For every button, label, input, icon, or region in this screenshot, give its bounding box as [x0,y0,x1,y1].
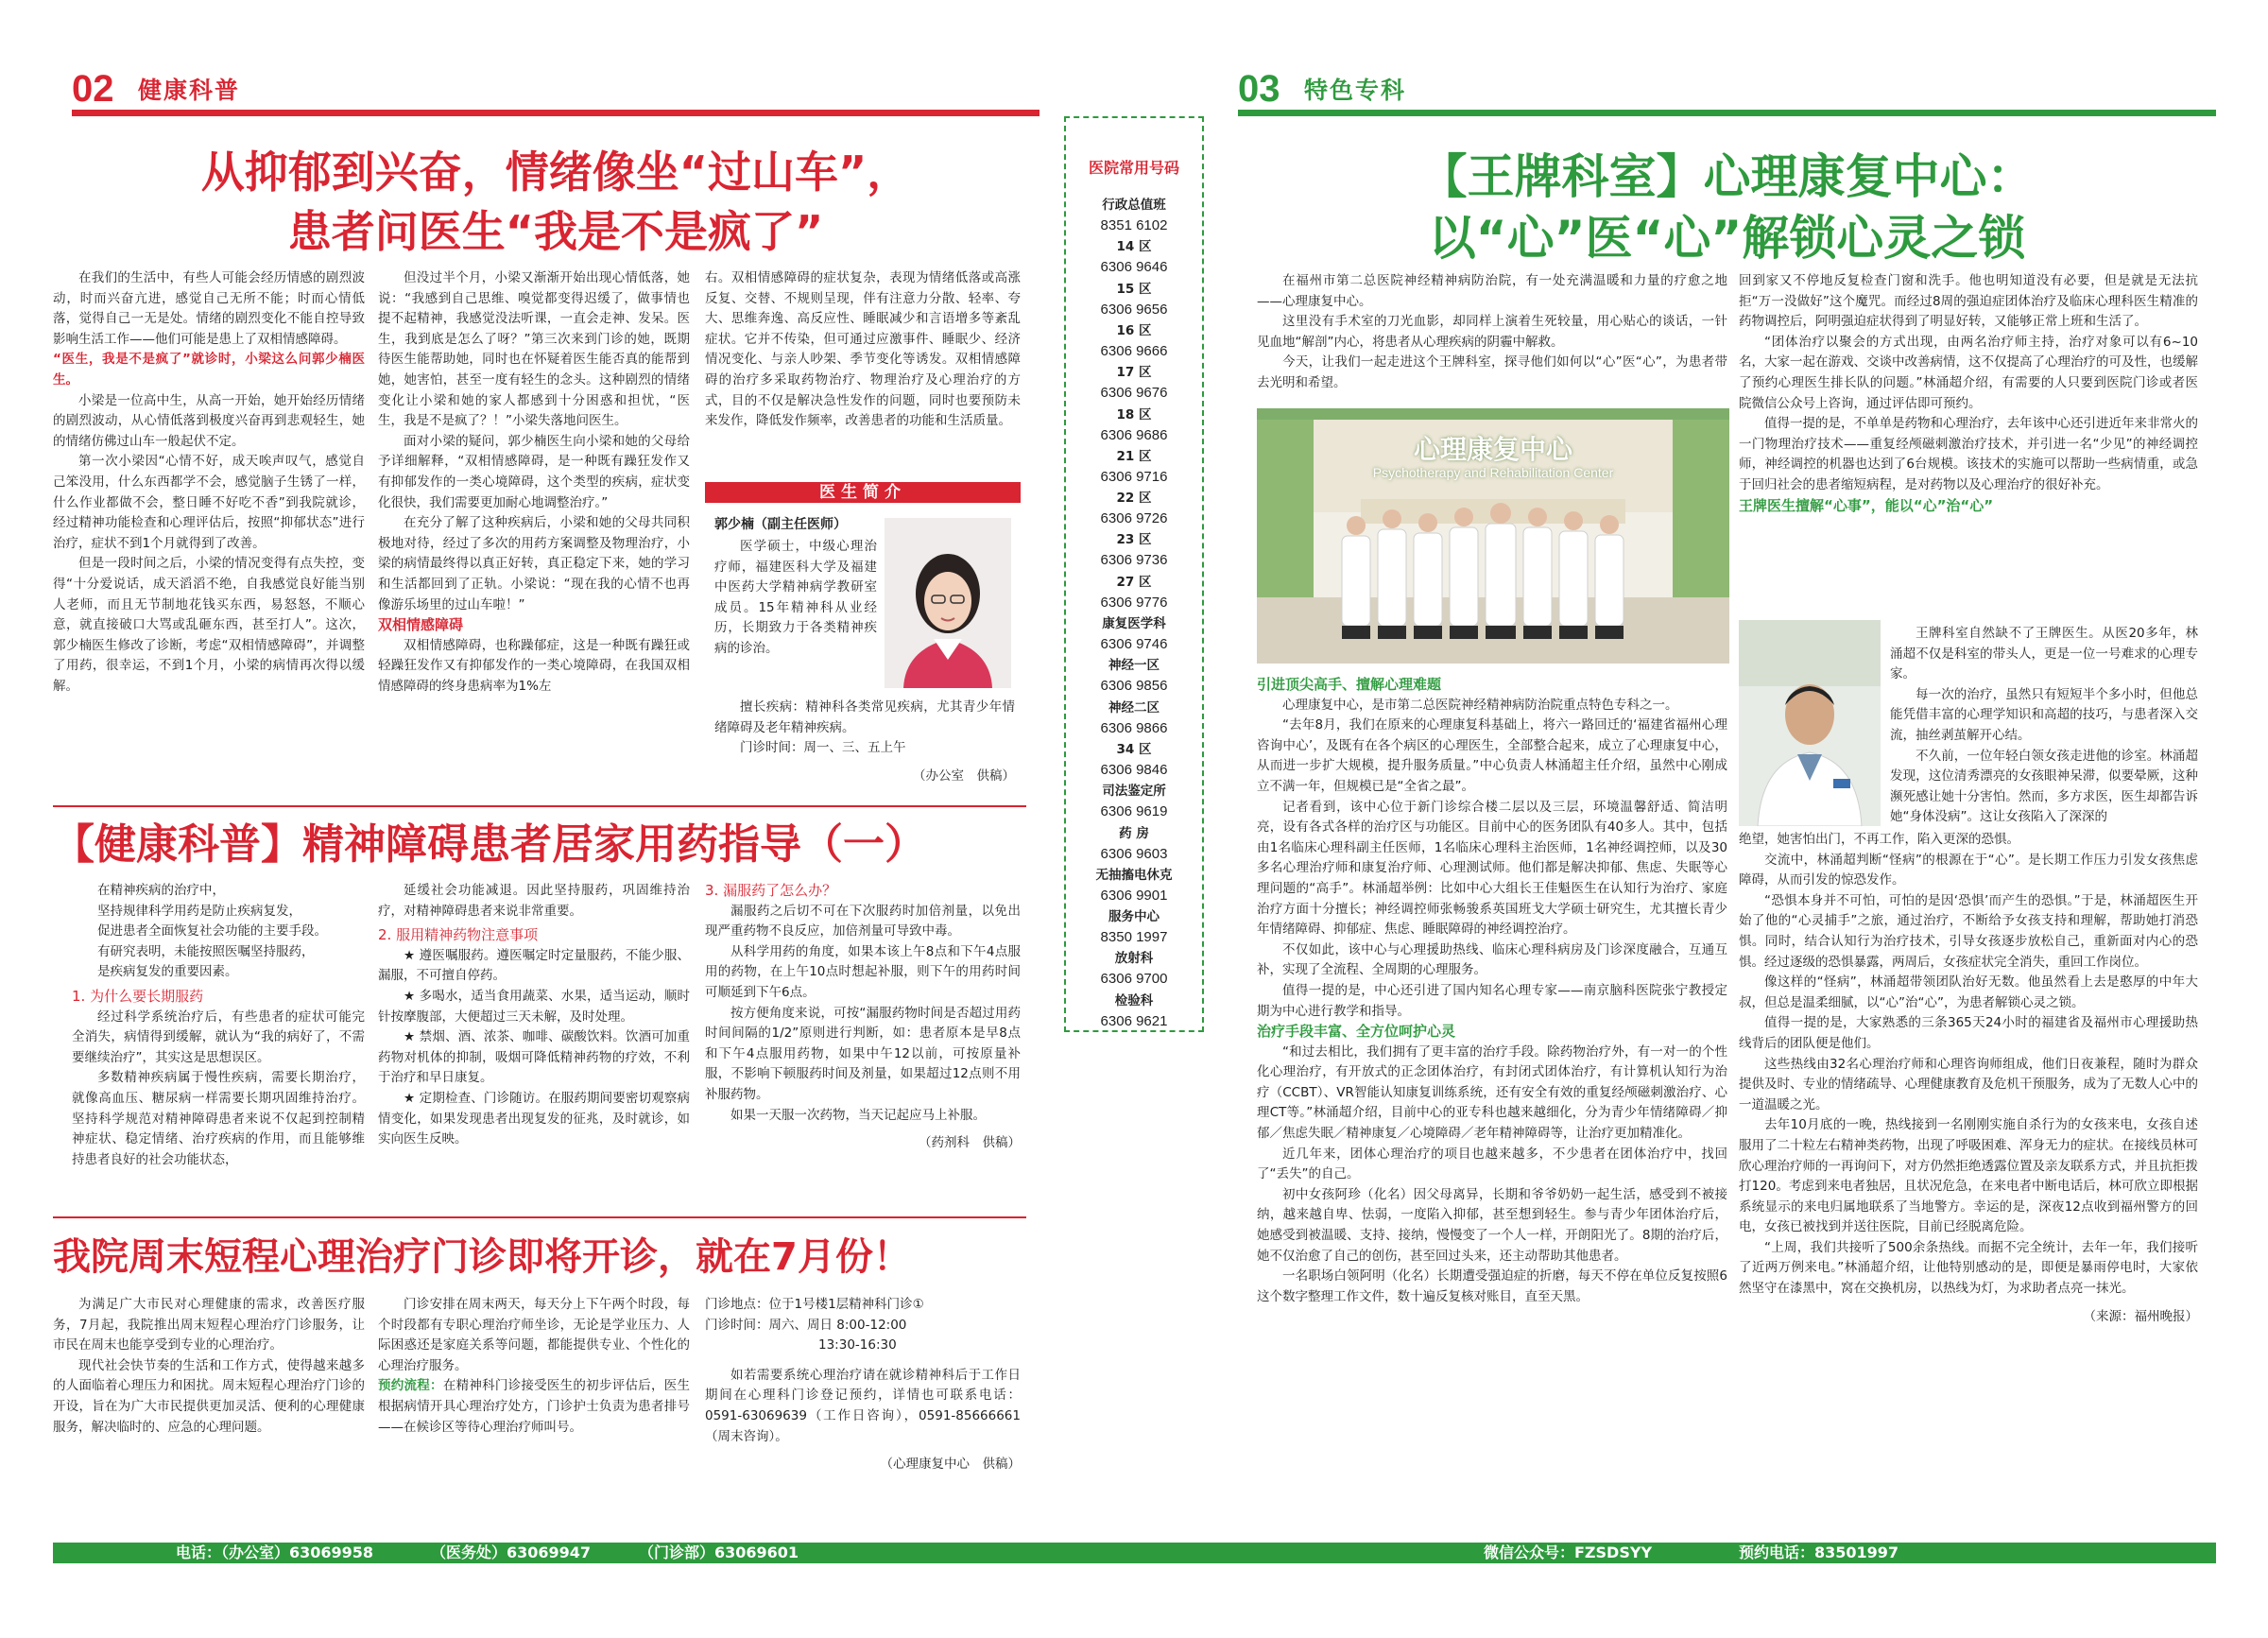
source-credit: （办公室 供稿） [913,767,1015,784]
doctor-intro-bar: 医生简介 [705,482,1021,503]
paragraph: 近几年来，团体心理治疗的项目也越来越多，不少患者在团体治疗中，找回了“丢失”的自己。 [1257,1146,1727,1182]
article3-title: 我院周末短程心理治疗门诊即将开诊，就在7月份！ [53,1235,911,1279]
article2-col1 [72,881,365,1170]
right-page-header [1238,60,2216,115]
doctor-name: 郭少楠（副主任医师） [714,517,847,532]
info-line: 门诊地点：位于1号楼1层精神科门诊① [705,1297,924,1312]
phone-entry-name: 16 区 [1116,322,1152,338]
paragraph: 每一次的治疗，虽然只有短短半个多小时，但他总能凭借丰富的心理学知识和高超的技巧，与患者深入交流，抽丝剥茧解开心结。 [1890,686,2198,743]
paragraph: “团体治疗以聚会的方式出现，由两名治疗师主持，治疗对象可以有6~10名，大家一起在游戏、交谈中改善病情，这不仅提高了心理治疗的可及性，也缓解了预约心理医生排长队的问题。”林涌超介绍，有需要的人只要到医院门诊或者医院微信公众号上咨询，通过评估即可预约。 [1739,334,2198,411]
paragraph: 一名职场白领阿明（化名）长期遭受强迫症的折磨，每天不停在单位反复按照6这个数字整理工作文件，数十遍反复核对账目，直至天黑。 [1257,1268,1727,1304]
article2-title: 【健康科普】精神障碍患者居家用药指导（一） [53,820,926,869]
paragraph: 在我们的生活中，有些人可能会经历情感的剧烈波动，时而兴奋亢进，感觉自己无所不能；时而心情低落，觉得自己一无是处。情绪的剧烈变化不能自控导致影响生活工作——他们可能是患上了双相情感障碍。 [53,270,365,347]
phone-entry-name: 18 区 [1116,406,1152,422]
phone-entry [1066,405,1202,445]
phone-entry [1066,196,1202,235]
phone-entry [1066,489,1202,528]
subheading: 3. 漏服药了怎么办？ [705,882,837,899]
footer-phone: 电话：（办公室）63069958 [176,1543,374,1561]
article4-col2-top [1739,271,2198,516]
paragraph: 从科学用药的角度，如果本该上午8点和下午4点服用的药物，在上午10点时想起补服，则下午的用药时间可顺延到下午6点。 [705,943,1021,1000]
paragraph: 去年10月底的一晚，热线接到一名刚刚实施自杀行为的女孩来电，女孩自述服用了二十粒左右精神类药物，出现了呼吸困难、浑身无力的症状。在接线员林可欣心理治疗师的一再询问下，对方仍然拒绝透露位置及亲友联系方式，并且抗拒拨打120。考虑到来电者独居，且状况危急，在来电者中断电话后，林可欣立即根据系统显示的来电归属地联系了当地警方。幸运的是，深夜12点收到福州警方的回电，女孩已被找到并送往医院，目前已经脱离危险。 [1739,1117,2198,1235]
intro-line: 在精神疾病的治疗中， [97,883,225,898]
photo-sign-en: Psychotherapy and Rehabilitation Center [1372,465,1614,480]
phone-entry [1066,866,1202,905]
paragraph: 门诊安排在周末两天，每天分上下午两个时段，每个时段都有专职心理治疗师坐诊，无论是学业压力、人际困惑还是家庭关系等问题，都能提供专业、个性化的心理治疗服务。 [378,1297,690,1373]
article3-col1 [53,1295,365,1438]
subheading: 王牌医生擅解“心事”，能以“心”治“心” [1739,496,1994,514]
phone-entry-number: 8351 6102 [1100,217,1168,233]
phone-entry [1066,656,1202,696]
phone-entry [1066,824,1202,864]
subheading: 2. 服用精神药物注意事项 [378,926,539,944]
header-rule [1238,110,2216,116]
phone-entry-name: 神经二区 [1108,699,1160,716]
phone-entry [1066,698,1202,738]
footer-booking: 预约电话：83501997 [1739,1543,1899,1561]
paragraph: 面对小梁的疑问，郭少楠医生向小梁和她的父母给予详细解释，“双相情感障碍，是一种既有躁狂发作又有抑郁发作的一类心境障碍，这个类型的疾病，症状变化很快，我们需要更加耐心地调整治疗。” [378,433,690,510]
intro-line: 促进患者全面恢复社会功能的主要手段。 [97,923,327,940]
source-credit: （来源：福州晚报） [2083,1308,2198,1324]
subheading: 引进顶尖高手、擅解心理难题 [1257,676,1442,693]
paragraph: 绝望，她害怕出门，不再工作，陷入更深的恐惧。 [1739,832,2019,847]
article4-title-line2: 以“心”医“心”解锁心灵之锁 [1428,211,2026,266]
phone-entry-name: 34 区 [1116,741,1152,757]
phone-entry-name: 17 区 [1116,365,1152,381]
paragraph: 小梁是一位高中生，从高一开始，她开始经历情绪的剧烈波动，从心情低落到极度兴奋再到悲观轻生，她的情绪仿佛过山车一般起伏不定。 [53,392,365,449]
phone-entry [1066,363,1202,403]
phone-entry-number: 6306 9856 [1100,678,1168,695]
article4-col1-body [1257,675,1727,1307]
paragraph: 如果一天服一次药物，当天记起应马上补服。 [730,1107,986,1123]
phone-entry [1066,614,1202,654]
paragraph: 这里没有手术室的刀光血影，却同样上演着生死较量，用心贴心的谈话，一针见血地“解剖”内心，将患者从心理疾病的阴霾中解救。 [1257,314,1727,350]
phone-entry [1066,991,1202,1031]
paragraph: 交流中，林涌超判断“怪病”的根源在于“心”。是长期工作压力引发女孩焦虑障碍，从而引发的惊恐发作。 [1739,852,2198,888]
phone-entry-number: 6306 9676 [1100,385,1168,402]
article1-title-line1: 从抑郁到兴奋，情绪像坐“过山车”， [200,147,911,198]
intro-line: 坚持规律科学用药是防止疾病复发， [97,903,301,919]
paragraph: 这些热线由32名心理治疗师和心理咨询师组成，他们日夜兼程，随时为群众提供及时、专业的情绪疏导、心理健康教育及危机干预服务，成为了无数人心中的一道温暖之光。 [1739,1056,2198,1112]
doctor-bio [714,537,877,660]
phone-entry-number: 6306 9646 [1100,259,1168,276]
team-photo [1257,408,1729,664]
phone-entry [1066,740,1202,780]
paragraph: ★ 多喝水，适当食用蔬菜、水果，适当运动，顺时针按摩腹部，大便超过三天未解，及时处理。 [378,988,690,1025]
phone-entry-number: 6306 9901 [1100,887,1168,904]
paragraph: 多数精神疾病属于慢性疾病，需要长期治疗，就像高血压、糖尿病一样需要长期巩固维持治疗。坚持科学规范对精神障碍患者来说不仅起到控制精神症状、稳定情绪、治疗疾病的作用，而且能够维持患者良好的社会功能状态， [72,1070,365,1167]
article1-col3 [705,268,1021,432]
source-credit: （心理康复中心 供稿） [880,1457,1021,1473]
phone-entry-number: 6306 9656 [1100,301,1168,318]
phone-entry-name: 神经一区 [1108,658,1160,674]
section-title: 健康科普 [138,77,241,104]
process-label: 预约流程： [378,1378,443,1394]
page-number: 02 [72,68,114,110]
phone-entry [1066,321,1202,361]
phone-entry-number: 6306 9686 [1100,426,1168,443]
article4-col1-intro [1257,271,1727,394]
phone-box-title: 医院常用号码 [1088,159,1179,177]
phone-entry-number: 6306 9603 [1100,845,1168,862]
paragraph: 王牌科室自然缺不了王牌医生。从医20多年，林涌超不仅是科室的带头人，更是一位一号难求的心理专家。 [1890,626,2198,682]
highlight-paragraph: “医生，我是不是疯了”就诊时，小梁这么问郭少楠医生。 [53,352,365,388]
paragraph: 门诊时间：周一、三、五上午 [740,740,906,756]
article4-col2-bottom [1739,830,2198,1327]
paragraph: 双相情感障碍，也称躁郁症，这是一种既有躁狂或轻躁狂发作又有抑郁发作的一类心境障碍，在我国双相情感障碍的终身患病率为1%左 [378,637,690,694]
article2-top-rule [53,805,1026,807]
paragraph: ★ 定期检查、门诊随访。在服药期间要密切观察病情变化，如果发现患者出现复发的征兆，及时就诊，如实向医生反映。 [378,1090,690,1147]
phone-entry-number: 6306 9666 [1100,342,1168,359]
footer-phone: （医务处）63069947 [431,1543,592,1561]
article3-col2 [378,1295,690,1438]
subheading: 双相情感障碍 [378,616,464,634]
phone-entry-number: 6306 9726 [1100,510,1168,527]
paragraph: 现代社会快节奏的生活和工作方式，使得越来越多的人面临着心理压力和困扰。周末短程心理治疗门诊的开设，旨在为广大市民提供更加灵活、便利的心理健康服务，解决临时的、应急的心理问题。 [53,1357,365,1435]
hospital-phone-box [1064,116,1204,1032]
paragraph: 不久前，一位年轻白领女孩走进他的诊室。林涌超发现，这位清秀漂亮的女孩眼神呆滞，似要晕厥，这种濒死感让她十分害怕。然而，多方求医，医生却都告诉她“身体没病”。这让女孩陷入了深深的 [1890,748,2198,825]
phone-entry-name: 司法鉴定所 [1102,784,1166,800]
paragraph [378,1376,690,1438]
phone-entry-number: 6306 9621 [1100,1012,1168,1029]
paragraph: 如若需要系统心理治疗请在就诊精神科后于工作日期间在心理科门诊登记预约，详情也可联系电话：0591-63069639（工作日咨询），0591-85666661（周末咨询）。 [705,1367,1021,1444]
phone-entry [1066,573,1202,612]
footer-phone: （门诊部）63069601 [639,1543,799,1561]
paragraph: 医学硕士，中级心理治疗师，福建医科大学及福建中医药大学精神病学教研室成员。15年精神科从业经历，长期致力于各类精神疾病的诊治。 [714,539,877,656]
phone-entry-name: 服务中心 [1108,909,1160,925]
article1-title-line2: 患者问医生“我是不是疯了” [287,206,824,257]
phone-entry [1066,447,1202,487]
paragraph: 心理康复中心，是市第二总医院神经精神病防治院重点特色专科之一。 [1282,697,1678,713]
right-footer [1040,1543,2216,1563]
left-page-header [72,60,1040,115]
article2-col3 [705,881,1021,1154]
phone-entry-name: 14 区 [1116,239,1152,255]
paragraph: 不仅如此，该中心与心理援助热线、临床心理科病房及门诊深度融合，互通互补，实现了全流程、全周期的心理服务。 [1257,941,1727,978]
paragraph: ★ 禁烟、酒、浓茶、咖啡、碳酸饮料。饮酒可加重药物对机体的抑制，吸烟可降低精神药物的疗效，不利于治疗和早日康复。 [378,1029,690,1086]
section-title: 特色专科 [1304,77,1407,104]
article4-col2-side [1890,624,2198,828]
paragraph: 但没过半个月，小梁又渐渐开始出现心情低落，她说：“我感到自己思维、嗅觉都变得迟缓了，做事情也提不起精神，我感觉没法听课，一直会走神、发呆。医生，我到底是怎么了呀？”第三次来到门诊的她，既期待医生能帮助她，同时也在怀疑着医生能否真的能帮到她，她害怕，甚至一度有轻生的念头。这种剧烈的情绪变化让小梁和她的家人都感到十分困惑和担忧，“医生，我是不是疯了？！”小梁失落地问医生。 [378,270,690,429]
phone-entry-number: 6306 9846 [1100,761,1168,778]
paragraph: 在福州市第二总医院神经精神病防治院，有一处充满温暖和力量的疗愈之地——心理康复中心。 [1257,273,1727,309]
phone-entry-number: 6306 9866 [1100,719,1168,736]
paragraph: 按方便角度来说，可按“漏服药物时间是否超过用药时间间隔的1/2”原则进行判断，如：患者原本是早8点和下午4点服用药物，如果中午12以前，可按原量补服，不影响下顿服药时间及剂量，如果超过12点则不用补服药物。 [705,1005,1021,1102]
paragraph: “和过去相比，我们拥有了更丰富的治疗手段。除药物治疗外，有一对一的个性化心理治疗，有开放式的正念团体治疗，有封闭式团体治疗，有计算机认知行为治疗（CCBT）、VR智能认知康复训练系统，还有安全有效的重复经颅磁刺激治疗、心理CT等。”林涌超介绍，目前中心的亚专科也越来越细化，分为青少年情绪障碍／抑郁／焦虑失眠／精神康复／心境障碍／老年精神障碍等，让治疗更加精准化。 [1257,1043,1727,1142]
intro-line: 是疾病复发的重要因素。 [97,964,238,980]
page-number: 03 [1238,68,1280,110]
paragraph: 回到家又不停地反复检查门窗和洗手。他也明知道没有必要，但是就是无法抗拒“万一没做好”这个魔咒。而经过8周的强迫症团体治疗及临床心理科医生精准的药物调控后，阿明强迫症状得到了明显好转，又能够正常上班和生活了。 [1739,273,2198,330]
paragraph: “上周，我们共接听了500余条热线。而据不完全统计，去年一年，我们接听了近两万例来电。”林涌超介绍，让他特别感动的是，即便是暴雨停电时，大家依然坚守在漆黑中，窝在交换机房，以热线为灯，为求助者点亮一抹光。 [1739,1239,2198,1297]
paragraph: 为满足广大市民对心理健康的需求，改善医疗服务，7月起，我院推出周末短程心理治疗门诊服务，让市民在周末也能享受到专业的心理治疗。 [53,1297,365,1354]
paragraph: 经过科学系统治疗后，有些患者的症状可能完全消失，病情得到缓解，就认为“我的病好了，不需要继续治疗”，其实这是思想误区。 [72,1009,365,1065]
phone-entry-name: 21 区 [1116,448,1152,464]
phone-entry-name: 放射科 [1114,951,1154,967]
phone-entry-name: 药 房 [1119,825,1149,841]
article4-title-line1: 【王牌科室】心理康复中心： [1419,149,2035,204]
paragraph: 值得一提的是，中心还引进了国内知名心理专家——南京脑科医院张宁教授定期为中心进行教学和指导。 [1257,982,1727,1019]
process-text: 在精神科门诊接受医生的初步评估后，医生根据病情开具心理治疗处方，门诊护士负责为患者排号——在候诊区等待心理治疗师叫号。 [378,1378,691,1435]
paragraph: 漏服药之后切不可在下次服药时加倍剂量，以免出现严重药物不良反应，加倍剂量可导致中毒。 [705,903,1021,940]
article2-col2 [378,881,690,1150]
paragraph: “去年8月，我们在原来的心理康复科基础上，将六一路回迁的‘福建省福州心理咨询中心’，及既有在各个病区的心理医生，全部整合起来，成立了心理康复中心，从而进一步扩大规模，提升服务质量。”中心负责人林涌超主任介绍，虽然中心刚成立不满一年，但规模已是“全省之最”。 [1257,717,1727,794]
article1-col1 [53,268,365,697]
paragraph: ★ 遵医嘱服药。遵医嘱定时定量服药，不能少服、漏服，不可擅自停药。 [378,947,690,984]
paragraph: 像这样的“怪病”，林涌超带领团队治好无数。他虽然看上去是憨厚的中年大叔，但总是温柔细腻，以“心”治“心”，为患者解锁心灵之锁。 [1739,974,2198,1010]
phone-entry-name: 无抽搐电休克 [1095,867,1173,883]
paragraph: 第一次小梁因“心情不好，成天唉声叹气，感觉自己笨没用，什么东西都学不会，感觉脑子生锈了一样，什么作业都做不会，整日睡不好吃不香”到我院就诊，经过精神功能检查和心理评估后，按照“抑郁状态”进行治疗，症状不到1个月就得到了改善。 [53,454,365,551]
phone-entry-name: 康复医学科 [1102,616,1166,631]
paragraph: 今天，让我们一起走进这个王牌科室，探寻他们如何以“心”医“心”，为患者带去光明和希望。 [1257,354,1727,390]
phone-entry-number: 6306 9619 [1100,803,1168,820]
doctor-photo [885,518,1011,688]
phone-entry-name: 27 区 [1116,574,1152,590]
phone-entry-number: 6306 9700 [1100,971,1168,988]
article1-col2 [378,268,690,697]
subheading: 治疗手段丰富、全方位呵护心灵 [1257,1023,1456,1041]
source-credit: （药剂科 供稿） [919,1135,1021,1151]
phone-entry-number: 6306 9736 [1100,552,1168,569]
photo-sign-cn: 心理康复中心 [1413,434,1572,465]
doctor-specialty [714,698,1015,786]
article3-col3 [705,1295,1021,1475]
paragraph: 值得一提的是，大家熟悉的三条365天24小时的福建省及福州市心理援助热线背后的团队便是他们。 [1739,1015,2198,1051]
phone-entry [1066,280,1202,319]
paragraph: 但是一段时间之后，小梁的情况变得有点失控，变得“十分爱说话，成天滔滔不绝，自我感觉良好能当别人老师，而且无节制地花钱买东西，易怒怒，不顺心意，就直接破口大骂或乱砸东西，甚至打人”。这次，郭少楠医生修改了诊断，考虑“双相情感障碍”，并调整了用药，很幸运，不到1个月，小梁的病情再次得以缓解。 [53,556,365,694]
info-line: 门诊时间：周六、周日 8:00-12:00 [705,1317,907,1333]
phone-entry-name: 22 区 [1116,491,1152,507]
intro-line: 有研究表明，未能按照医嘱坚持服药， [97,943,315,959]
phone-entry-name: 23 区 [1116,532,1152,548]
phone-entry [1066,530,1202,570]
footer-wechat: 微信公众号：FZSDSYY [1484,1543,1653,1561]
phone-entry-number: 6306 9716 [1100,468,1168,485]
phone-entry-name: 检验科 [1114,992,1154,1009]
header-rule [72,110,1040,116]
phone-entry-name: 行政总值班 [1102,198,1166,213]
phone-entry-number: 6306 9746 [1100,636,1168,652]
phone-entry-number: 8350 1997 [1100,929,1168,946]
paragraph: 在充分了解了这种疾病后，小梁和她的父母共同积极地对待，经过了多次的用药方案调整及物理治疗，小梁的病情最终得以真正好转，真正稳定下来，她的学习和生活都回到了正轨。小梁说：“现在我的心情不也再像游乐场里的过山车啦！” [378,515,690,612]
paragraph: 右。双相情感障碍的症状复杂，表现为情绪低落或高涨反复、交替、不规则呈现，伴有注意力分散、轻率、夸大、思维奔逸、高反应性、睡眠减少和言语增多等紊乱症状。它并不传染，但可通过应激事件、睡眠少、经济情况变化、与亲人吵架、季节变化等诱发。双相情感障碍的治疗多采取药物治疗、物理治疗及心理治疗的方式，目的不仅是解决急性发作的问题，同时也要预防未来发作，降低发作频率，改善患者的功能和生活质量。 [705,270,1021,429]
phone-entry-number: 6306 9776 [1100,594,1168,611]
left-footer [53,1543,1040,1563]
subheading: 1. 为什么要长期服药 [72,987,204,1005]
paragraph: 延缓社会功能减退。因此坚持服药，巩固维持治疗，对精神障碍患者来说非常重要。 [378,883,690,919]
phone-entry [1066,907,1202,947]
article3-top-rule [53,1216,1026,1218]
paragraph: 擅长疾病：精神科各类常见疾病，尤其青少年情绪障碍及老年精神疾病。 [714,699,1015,735]
doctor-lin-photo [1739,620,1881,826]
info-line: 13:30-16:30 [818,1337,897,1354]
paragraph: 值得一提的是，不单单是药物和心理治疗，去年该中心还引进近年来非常火的一门物理治疗技术——重复经颅磁刺激治疗技术，并引进一名“少见”的神经调控师，神经调控的机器也达到了6台规模。该技术的实施可以帮助一些病情重，或急于回归社会的患者缩短病程，是对药物以及心理治疗的很好补充。 [1739,416,2198,492]
phone-entry-name: 15 区 [1116,281,1152,297]
paragraph: 初中女孩阿珍（化名）因父母离异，长期和爷爷奶奶一起生活，感受到不被接纳，越来越自卑、怯弱，一度陷入抑郁，甚至想到轻生。参与青少年团体治疗后，她感受到被温暖、支持、接纳，慢慢变了一个人一样，开朗阳光了。8期的治疗后，她不仅治愈了自己的创伤，甚至回过头来，还主动帮助其他患者。 [1257,1186,1727,1264]
phone-entry [1066,237,1202,277]
paragraph: 记者看到，该中心位于新门诊综合楼二层以及三层，环境温馨舒适、简洁明亮，设有各式各样的治疗区与功能区。目前中心的医务团队有40多人。其中，包括由1名临床心理科副主任医师，1名临床心理科主治医师，1名神经调控师，以及30多名心理治疗师和康复治疗师、心理测试师。他们都是解决抑郁、焦虑、失眠等心理问题的“高手”。林涌超举例：比如中心大组长王佳魁医生在认知行为治疗、家庭治疗方面十分擅长；神经调控师张畅骏系英国班戈大学硕士研究生，尤其擅长青少年情绪障碍、抑郁症、焦虑、睡眠障碍的神经调控治疗。 [1257,799,1727,938]
paragraph: “恐惧本身并不可怕，可怕的是因‘恐惧’而产生的恐惧。”于是，林涌超医生开始了他的“心灵捕手”之旅，通过治疗，不断给予女孩支持和理解，帮助她打消恐惧。同时，结合认知行为治疗技术，引导女孩逐步放松自己，重新面对内心的恐惧。经过逐级的恐惧暴露，两周后，女孩症状完全消失，重回工作岗位。 [1739,892,2198,970]
phone-entry [1066,949,1202,989]
phone-entry [1066,782,1202,821]
